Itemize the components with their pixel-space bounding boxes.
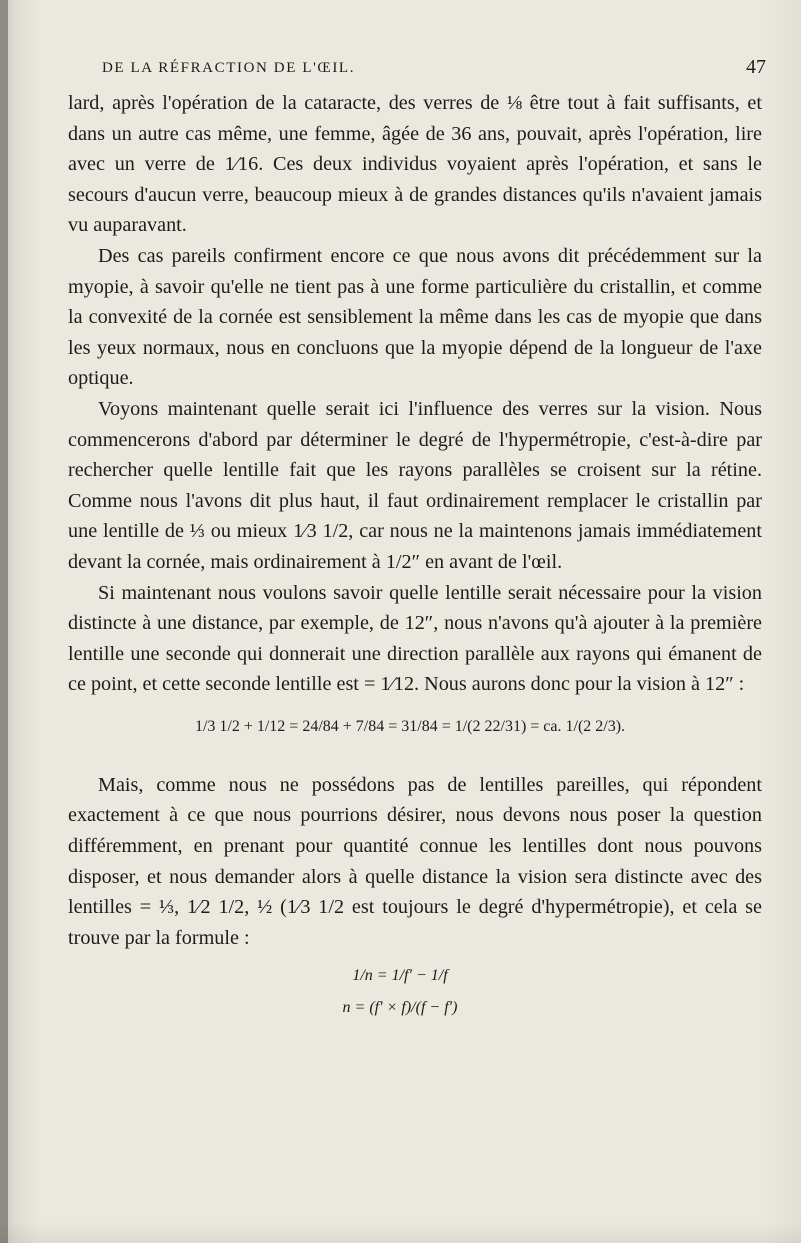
equation-lens-formula	[320, 967, 480, 1047]
paragraph: Mais, comme nous ne possédons pas de lentilles pareilles, qui répondent exactement à ce que nous pourrions désirer, nous devons nous poser la question différemment, en prenant pour quantité connue les lentilles dont nous pouvons disposer, et nous demander alors à quelle distance la vision sera distincte avec des lentilles = ⅓, 1⁄2 1/2, ½ (1⁄3 1/2 est toujours le degré d'hypermétropie), et cela se trouve par la formule :	[68, 773, 762, 949]
paragraph: lard, après l'opération de la cataracte, des verres de ⅛ être tout à fait suffisants, et dans un autre cas même, une femme, âgée de 36 ans, pouvait, après l'opération, lire avec un verre de 1⁄16. Ces deux individus voyaient après l'opération, et sans le secours d'aucun verre, beaucoup mieux à de grandes distances qu'ils n'avaient jamais vu auparavant.	[68, 92, 762, 237]
paragraph: Des cas pareils confirment encore ce que nous avons dit précédemment sur la myopie, à savoir qu'elle ne tient pas à une forme particulière du cristallin, et comme la convexité de la cornée est sensiblement la même dans les cas de myopie que dans les yeux normaux, nous en concluons que la myopie dépend de la longueur de l'axe optique.	[68, 244, 762, 390]
paragraph: Voyons maintenant quelle serait ici l'influence des verres sur la vision. Nous commencerons d'abord par déterminer le degré de l'hypermétropie, c'est-à-dire par rechercher quelle lentille fait que les rayons parallèles se croisent sur la rétine. Comme nous l'avons dit plus haut, il faut ordinairement remplacer le cristallin par une lentille de ⅓ ou mieux 1⁄3 1/2, car nous ne la maintenons jamais immédiatement devant la cornée, mais ordinairement à 1/2″ en avant de l'œil.	[68, 397, 762, 573]
body-text	[68, 88, 762, 953]
equation-line: 1/n = 1/f′ − 1/f	[352, 967, 448, 985]
page-binding-edge	[0, 0, 8, 1243]
equation-text: 1/3 1/2 + 1/12 = 24/84 + 7/84 = 31/84 = 1/(2 22/31) = ca. 1/(2 2/3).	[194, 717, 626, 735]
running-title: DE LA RÉFRACTION DE L'ŒIL.	[102, 60, 356, 76]
equation-lens-sum	[110, 718, 710, 780]
paragraph: Si maintenant nous voulons savoir quelle lentille serait nécessaire pour la vision distincte à une distance, par exemple, de 12″, nous n'avons qu'à ajouter à la première lentille une seconde qui donnerait une direction parallèle aux rayons qui émanent de ce point, et cette seconde lentille est = 1⁄12. Nous aurons donc pour la vision à 12″ :	[68, 581, 762, 696]
page-number: 47	[746, 56, 766, 78]
equation-line: n = (f′ × f)/(f − f′)	[342, 999, 458, 1017]
page-bottom-shadow	[0, 1221, 801, 1243]
running-header	[68, 56, 768, 82]
